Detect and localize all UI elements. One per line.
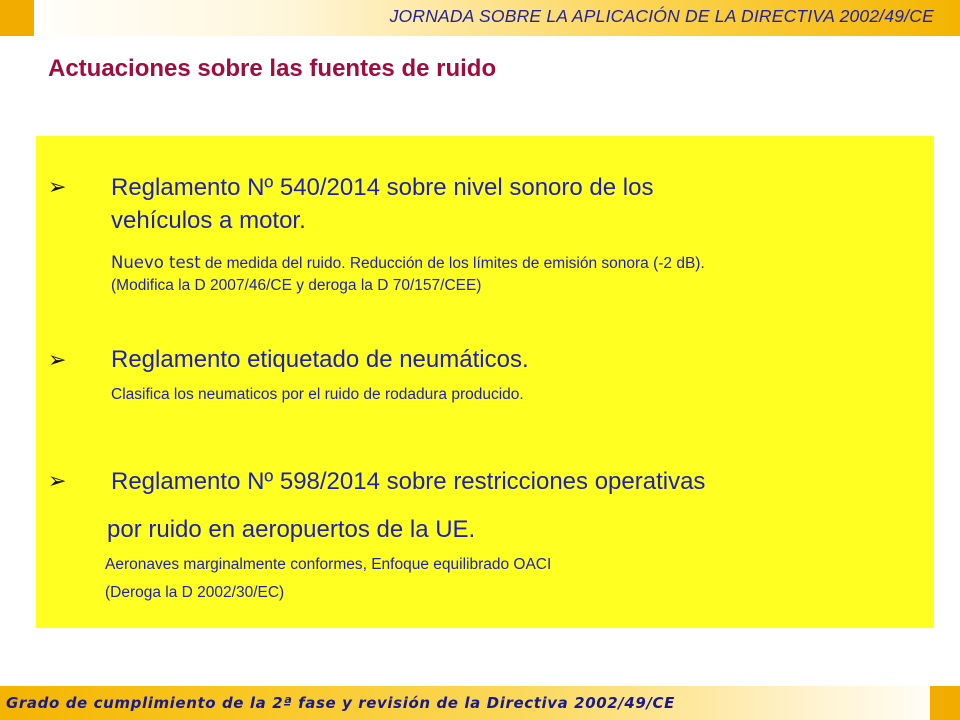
arrow-bullet-icon: ➢ [48,174,67,199]
arrow-bullet-icon: ➢ [48,347,67,372]
item-1-heading-line-2: vehículos a motor. [111,207,306,234]
item-2-detail: Clasifica los neumaticos por el ruido de rodadura producido. [111,386,524,403]
item-3-heading-line-2: por ruido en aeropuertos de la UE. [107,516,476,543]
item-3-detail-line-1: Aeronaves marginalmente conformes, Enfoque equilibrado OACI [105,556,552,573]
item-1-detail-line-1 [111,252,705,275]
header-title: JORNADA SOBRE LA APLICACIÓN DE LA DIRECTIVA 2002/49/CE [389,6,934,26]
header-corner-block [0,0,34,36]
arrow-bullet-icon: ➢ [48,468,67,493]
item-3-detail-line-2: (Deroga la D 2002/30/EC) [105,584,285,601]
footer-title: Grado de cumplimiento de la 2ª fase y revisión de la Directiva 2002/49/CE [6,694,675,712]
footer-corner-block [930,686,960,720]
item-1-heading-line-1: Reglamento Nº 540/2014 sobre nivel sonoro de los [111,174,654,201]
item-1-detail-rest: de medida del ruido. Reducción de los límites de emisión sonora (-2 dB). [200,255,705,272]
item-2-heading: Reglamento etiquetado de neumáticos. [111,346,529,373]
slide-title: Actuaciones sobre las fuentes de ruido [48,55,497,82]
item-3-heading-line-1: Reglamento Nº 598/2014 sobre restricciones operativas [111,468,706,495]
item-1-detail-emphasis: Nuevo test [111,253,201,272]
item-1-detail-line-2: (Modifica la D 2007/46/CE y deroga la D 70/157/CEE) [111,277,482,294]
